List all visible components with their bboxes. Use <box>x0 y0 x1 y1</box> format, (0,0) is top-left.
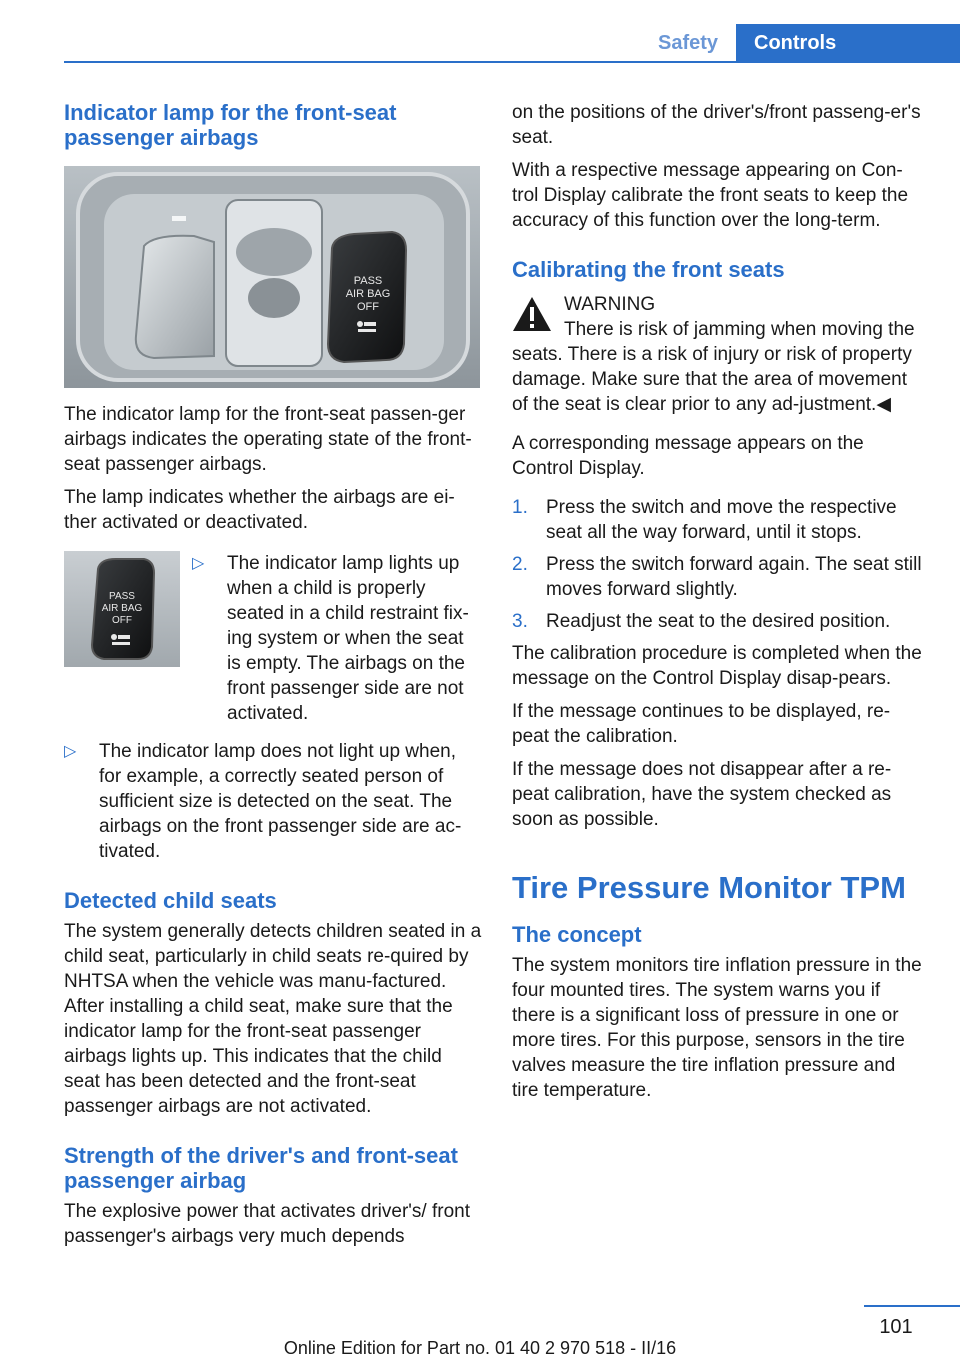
photo-label-line3: OFF <box>357 301 379 313</box>
bullet-block-with-image <box>64 551 482 731</box>
list-item <box>512 609 924 634</box>
thumb-label-line2: AIR BAG <box>101 603 143 614</box>
paragraph-indicator-desc: The indicator lamp for the front-seat passen-ger airbags indicates the operating state of the front-seat passenger airbags. <box>64 404 472 475</box>
airbag-off-indicator-image <box>64 551 180 667</box>
triangle-bullet-icon: ▷ <box>64 743 77 760</box>
step-text: Press the switch forward again. The seat still moves forward slightly. <box>546 554 922 600</box>
left-column <box>64 100 482 1249</box>
paragraph-child-seats: The system generally detects children seated in a child seat, particularly in child seats re-quired by NHTSA when the vehicle was manu-factured. After installing a child seat, make sure that the indicator lamp for the front-seat passenger airbags lights up. This indicates that the child seat has been detected and the front-seat passenger airbags are not activated. <box>64 921 482 1117</box>
warning-title: WARNING <box>564 294 656 315</box>
bullet-list-lamp-off <box>64 739 482 864</box>
airbag-indicator-photo <box>64 166 480 388</box>
paragraph-repeat-calibration: If the message continues to be displayed, re-peat the calibration. <box>512 701 891 747</box>
heading-airbag-strength: Strength of the driver's and front-seat passenger airbag <box>64 1143 458 1193</box>
heading-tire-pressure-monitor: Tire Pressure Monitor TPM <box>512 870 906 905</box>
heading-detected-child-seats: Detected child seats <box>64 888 277 913</box>
warning-triangle-icon <box>512 296 552 332</box>
paragraph-message-appears: A corresponding message appears on the Control Display. <box>512 433 864 479</box>
list-item <box>192 551 476 726</box>
list-item <box>512 552 924 602</box>
step-number: 1. <box>512 497 528 518</box>
paragraph-calibrate-message: With a respective message appearing on Con-trol Display calibrate the front seats to keep the accuracy of this function over the long-term. <box>512 160 909 231</box>
photo-label-line1: PASS <box>353 275 383 287</box>
thumb-label-line3: OFF <box>112 615 132 626</box>
edition-footer: Online Edition for Part no. 01 40 2 970 518 - II/16 <box>283 1338 677 1358</box>
calibration-steps <box>512 495 924 634</box>
header-rule <box>64 61 960 63</box>
paragraph-have-checked: If the message does not disappear after a re-peat calibration, have the system checked as soon as possible. <box>512 759 892 830</box>
right-column <box>512 100 924 1103</box>
footer-rule <box>864 1305 960 1307</box>
bullet-list-lamp-on <box>192 551 476 726</box>
heading-the-concept: The concept <box>512 922 642 947</box>
list-item <box>64 739 482 864</box>
paragraph-seat-positions: on the positions of the driver's/front passeng-er's seat. <box>512 102 921 148</box>
paragraph-calibration-complete: The calibration procedure is completed when the message on the Control Display disap-pears. <box>512 643 922 689</box>
heading-calibrating-front-seats: Calibrating the front seats <box>512 257 785 282</box>
thumb-label-line1: PASS <box>109 591 135 602</box>
photo-label-line2: AIR BAG <box>345 288 391 300</box>
list-item <box>512 495 924 545</box>
paragraph-tpm-concept: The system monitors tire inflation pressure in the four mounted tires. The system warns you if there is a significant loss of pressure in one or more tires. For this purpose, sensors in the tire valves measure the tire inflation pressure and tire temperature. <box>512 955 922 1101</box>
header-tab-safety: Safety <box>640 24 736 62</box>
triangle-bullet-icon: ▷ <box>192 555 205 572</box>
bullet-lamp-not-lit: The indicator lamp does not light up when, for example, a correctly seated person of sufficient size is detected on the seat. The airbags on the front passenger side are ac-tivated. <box>99 741 462 862</box>
step-text: Press the switch and move the respective seat all the way forward, until it stops. <box>546 497 897 543</box>
step-number: 3. <box>512 611 528 632</box>
warning-block <box>512 292 924 417</box>
heading-indicator-lamp: Indicator lamp for the front-seat passenger airbags <box>64 100 397 150</box>
warning-text: There is risk of jamming when moving the seats. There is a risk of injury or risk of property damage. Make sure that the area of movement of the seat is clear prior to any ad-justment.◀ <box>512 319 915 415</box>
page-number: 101 <box>879 1316 913 1338</box>
bullet-lamp-lights-up: The indicator lamp lights up when a child is properly seated in a child restraint fix-ing system or when the seat is empty. The airbags on the front passenger side are not activated. <box>227 553 469 724</box>
paragraph-explosive-power: The explosive power that activates driver's/ front passenger's airbags very much depends <box>64 1201 470 1247</box>
header-tab-controls: Controls <box>736 24 960 62</box>
paragraph-lamp-indicates: The lamp indicates whether the airbags are ei-ther activated or deactivated. <box>64 487 455 533</box>
step-number: 2. <box>512 554 528 575</box>
step-text: Readjust the seat to the desired position. <box>546 611 891 632</box>
